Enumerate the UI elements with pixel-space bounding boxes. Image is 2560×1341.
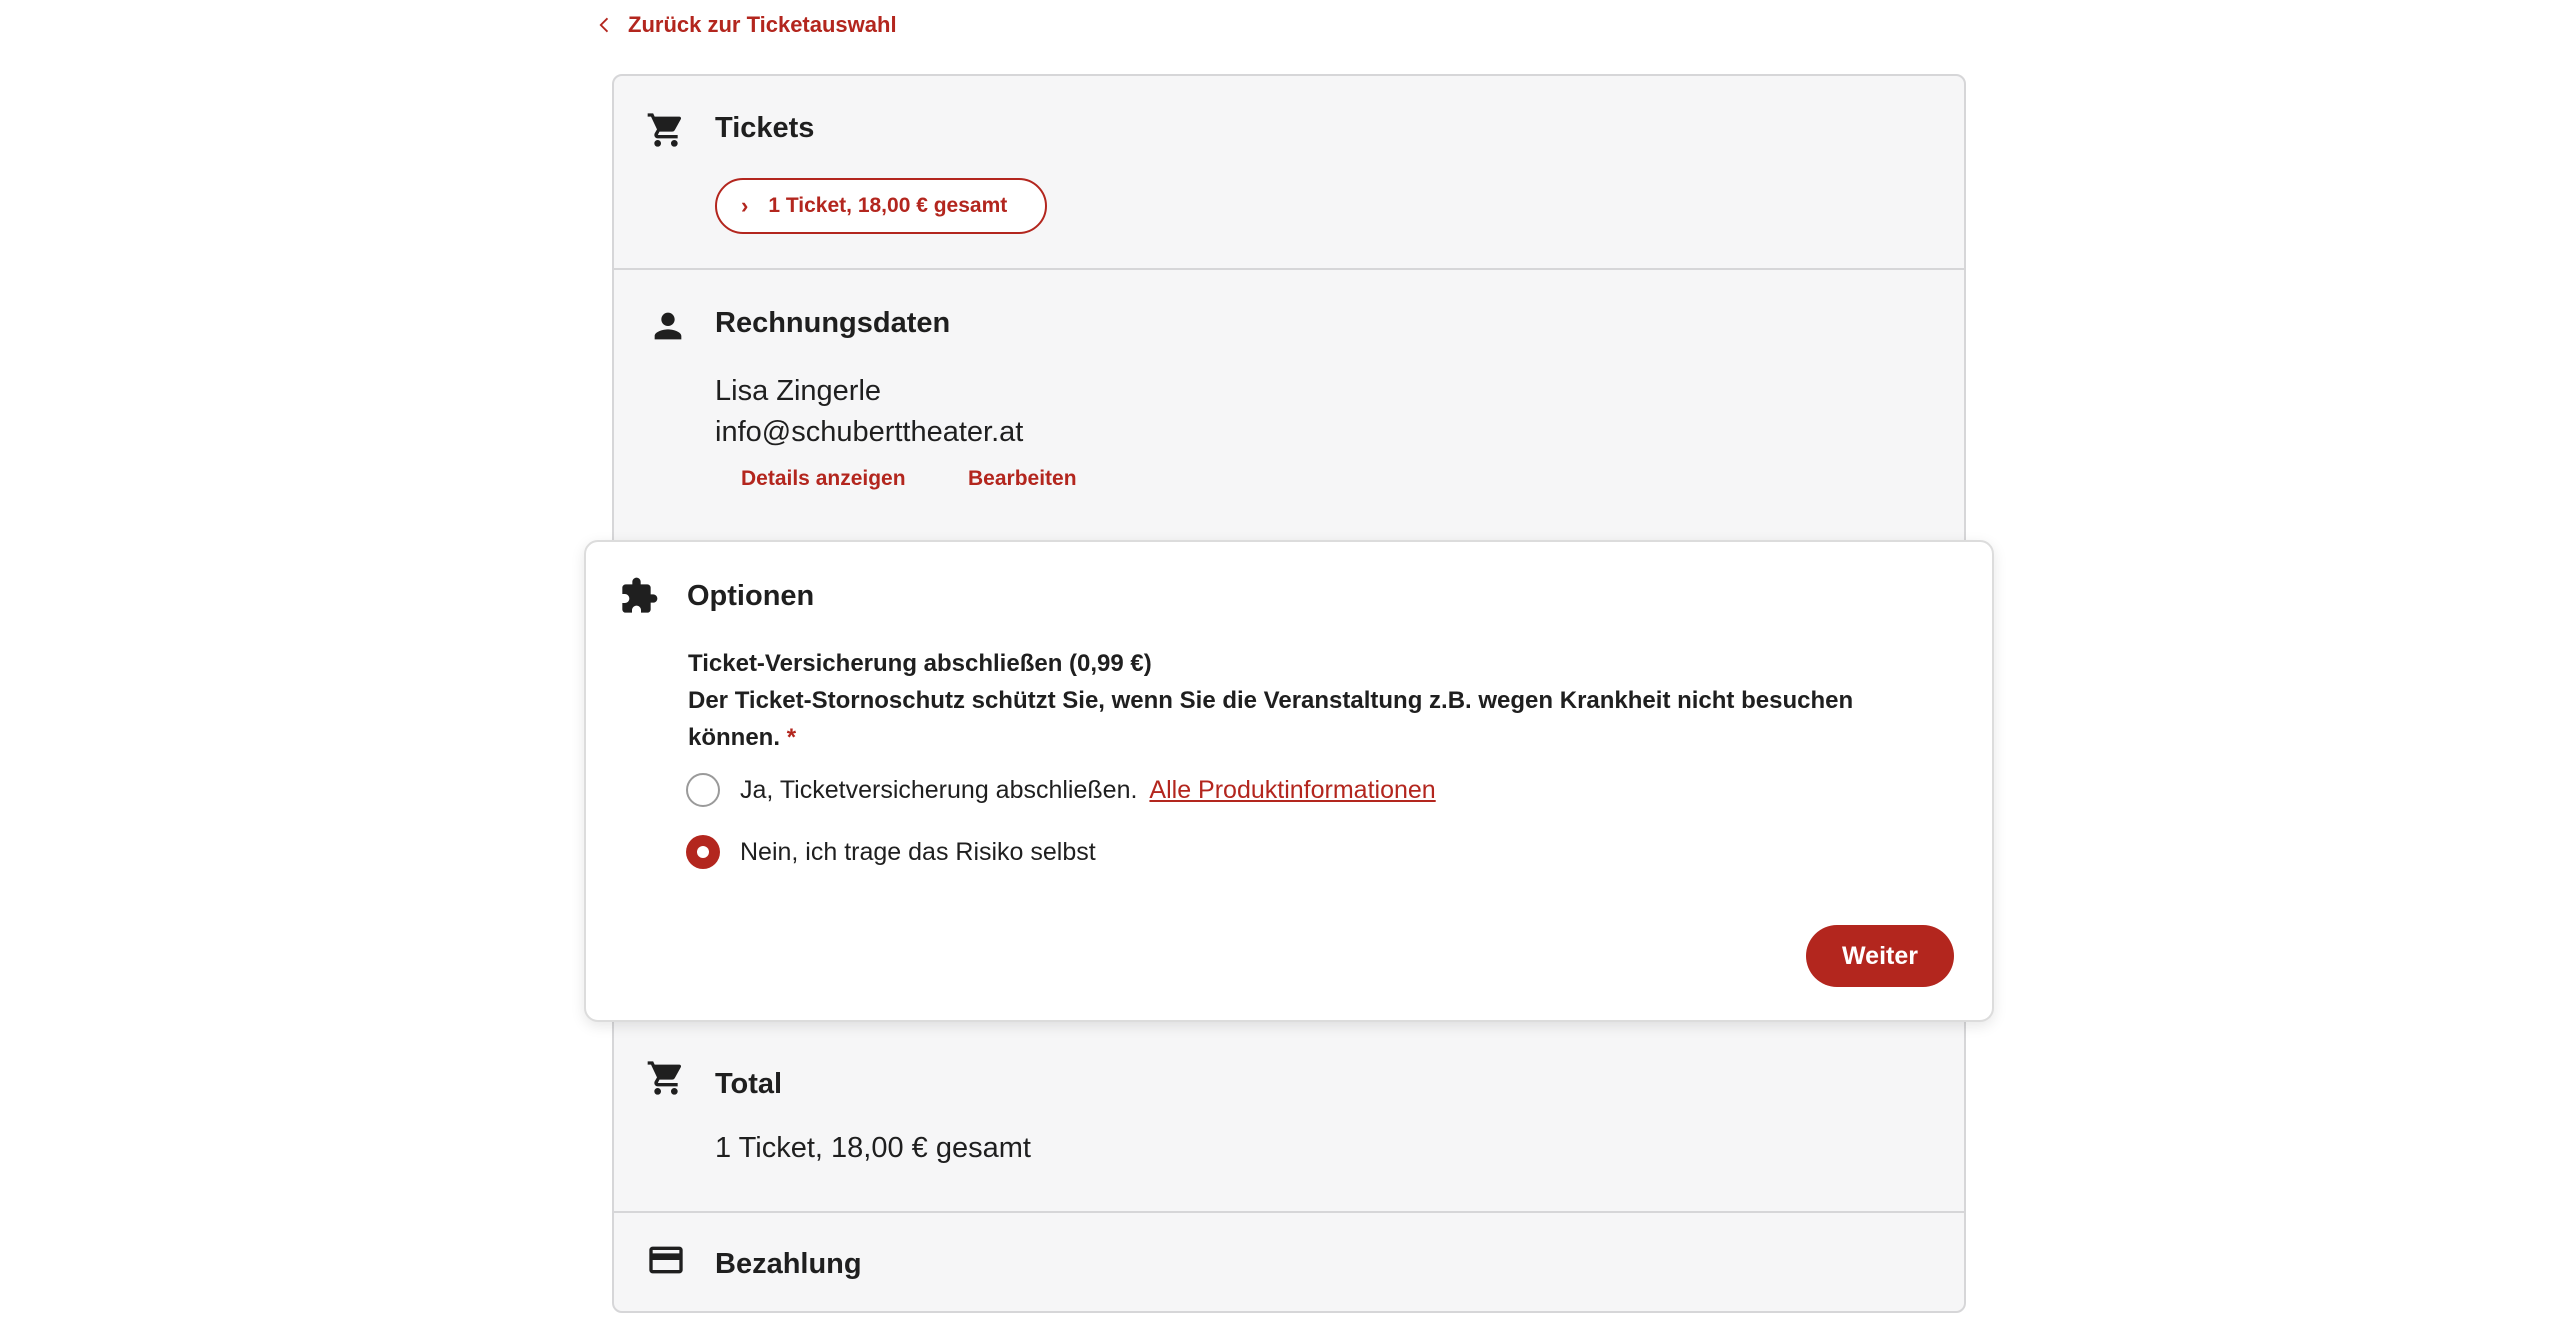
credit-card-icon (646, 1240, 686, 1280)
insurance-question-description-end: können. * (688, 724, 797, 751)
radio-no[interactable] (686, 835, 720, 869)
options-section-title: Optionen (687, 580, 815, 612)
ticket-summary-label: 1 Ticket, 18,00 € gesamt (768, 194, 1008, 217)
required-marker: * (786, 724, 797, 751)
puzzle-piece-icon (619, 576, 659, 616)
payment-section-title: Bezahlung (715, 1248, 862, 1280)
total-section-title: Total (715, 1068, 783, 1100)
chevron-right-icon: › (741, 193, 749, 218)
chevron-left-icon (594, 14, 616, 36)
billing-name: Lisa Zingerle (715, 375, 882, 407)
total-summary: 1 Ticket, 18,00 € gesamt (715, 1132, 1031, 1164)
back-to-ticket-selection-link[interactable] (594, 12, 897, 38)
tickets-section-title: Tickets (715, 112, 815, 144)
insurance-option-no[interactable] (686, 835, 1096, 869)
billing-section-title: Rechnungsdaten (715, 307, 951, 339)
edit-billing-link[interactable]: Bearbeiten (968, 467, 1077, 490)
section-divider (612, 1211, 1966, 1213)
continue-button[interactable]: Weiter (1806, 925, 1954, 987)
product-info-link[interactable]: Alle Produktinformationen (1149, 775, 1436, 804)
insurance-option-yes[interactable] (686, 773, 1436, 807)
show-details-link[interactable]: Details anzeigen (741, 467, 906, 490)
person-icon (648, 306, 688, 346)
back-link-label: Zurück zur Ticketauswahl (628, 12, 897, 37)
section-divider (612, 268, 1966, 270)
radio-no-label: Nein, ich trage das Risiko selbst (740, 837, 1096, 866)
billing-email: info@schuberttheater.at (715, 416, 1024, 448)
ticket-summary-toggle[interactable] (715, 178, 1047, 234)
insurance-question-description: Der Ticket-Stornoschutz schützt Sie, wenn Sie die Veranstaltung z.B. wegen Krankheit nicht besuchen (688, 687, 1854, 714)
insurance-question-title: Ticket-Versicherung abschließen (0,99 €) (688, 650, 1152, 677)
radio-yes-label: Ja, Ticketversicherung abschließen. (740, 775, 1138, 804)
shopping-cart-icon (646, 1058, 686, 1098)
shopping-cart-icon (646, 110, 686, 150)
radio-yes[interactable] (686, 773, 720, 807)
